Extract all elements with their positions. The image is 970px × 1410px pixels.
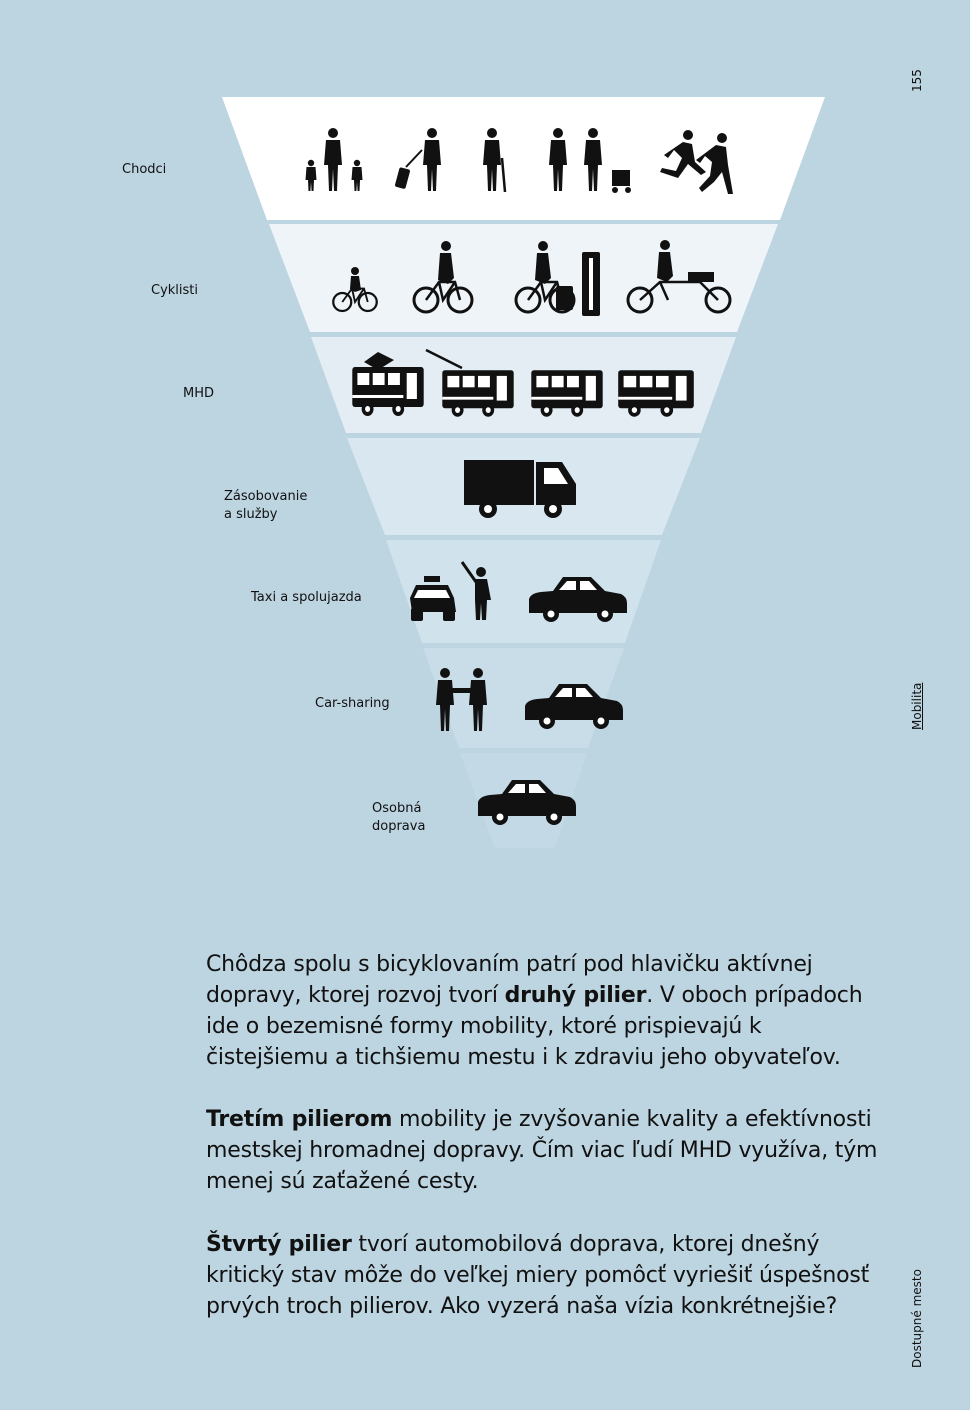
body-text: tvorí automobilová doprava, ktorej dnešný kritický stav môže do veľkej miery pomôcť vyriešiť úspešnosť prvých troch pilierov. Ako vyzerá naša vízia konkrétnejšie?	[206, 1232, 870, 1319]
level-label-cyklisti: Cyklisti	[151, 283, 199, 298]
body-text: mobility je zvyšovanie kvality a efektívnosti mestskej hromadnej dopravy. Čím viac ľudí MHD využíva, tým menej sú zaťažené cesty.	[206, 1107, 878, 1194]
paragraph-2	[206, 1104, 886, 1197]
emphasis-text: Tretím pilierom	[206, 1107, 393, 1132]
label-line: a služby	[224, 507, 278, 522]
level-label-osobna	[372, 800, 425, 836]
level-label-carsharing: Car-sharing	[315, 696, 390, 711]
label-line: doprava	[372, 819, 426, 834]
level-label-chodci: Chodci	[122, 162, 167, 177]
body-text: Chôdza spolu s bicyklovaním patrí pod hlavičku aktívnej dopravy, ktorej rozvoj tvorí	[206, 952, 813, 1008]
label-line: Zásobovanie	[224, 489, 308, 504]
paragraph-3	[206, 1229, 886, 1322]
body-text: . V oboch prípadoch ide o bezemisné formy mobility, ktoré prispievajú k čistejšiemu a tichšiemu mestu i k zdraviu jeho obyvateľov.	[206, 983, 863, 1070]
level-label-taxi: Taxi a spolujazda	[251, 590, 362, 605]
emphasis-text: druhý pilier	[504, 983, 647, 1008]
section-label: Mobilita	[910, 682, 924, 730]
chapter-label: Dostupné mesto	[910, 1269, 924, 1368]
bike-rack-icon	[582, 252, 600, 316]
paragraph-1	[206, 949, 886, 1073]
label-line: Osobná	[372, 801, 422, 816]
level-label-zasobovanie	[224, 488, 307, 524]
page-number: 155	[910, 69, 924, 92]
level-label-mhd: MHD	[183, 386, 215, 401]
emphasis-text: Štvrtý pilier	[206, 1232, 352, 1257]
pyramid-band-chodci	[222, 97, 825, 220]
